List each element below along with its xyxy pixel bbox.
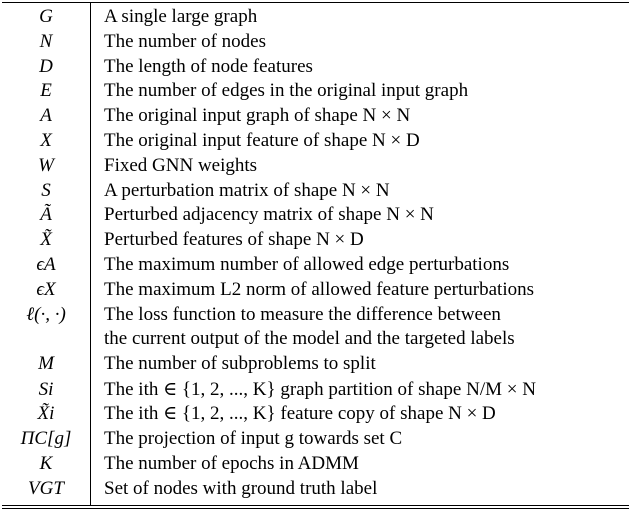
table-row bbox=[2, 30, 629, 55]
table-row bbox=[2, 5, 629, 30]
description-cell: the current output of the model and the targeted labels bbox=[104, 328, 515, 350]
symbol-cell: VGT bbox=[28, 477, 64, 499]
table-row bbox=[2, 55, 629, 80]
symbol-cell: M bbox=[38, 353, 54, 375]
description-cell: The original input feature of shape N × D bbox=[104, 129, 420, 151]
symbol-cell: E bbox=[40, 80, 52, 102]
description-cell: A perturbation matrix of shape N × N bbox=[104, 179, 390, 201]
symbol-cell bbox=[2, 327, 90, 352]
table-row bbox=[2, 228, 629, 253]
symbol-cell: Si bbox=[38, 378, 54, 400]
symbol-cell: ϵA bbox=[36, 253, 56, 275]
description-cell: The number of epochs in ADMM bbox=[104, 453, 359, 475]
table-row bbox=[2, 278, 629, 303]
table-row bbox=[2, 154, 629, 179]
table-row bbox=[2, 129, 629, 154]
symbol-cell: ℓ(·, ·) bbox=[26, 303, 66, 325]
description-cell: The projection of input g towards set C bbox=[104, 428, 403, 450]
symbol-cell: Ã bbox=[40, 204, 52, 226]
description-cell: The maximum L2 norm of allowed feature perturbations bbox=[104, 278, 535, 300]
table-row bbox=[2, 179, 629, 204]
symbol-cell: W bbox=[38, 154, 54, 176]
table-row bbox=[2, 402, 629, 427]
symbol-cell: N bbox=[39, 30, 53, 52]
table-body bbox=[2, 3, 629, 505]
table-row bbox=[2, 327, 629, 352]
description-cell: The ith ∈ {1, 2, ..., K} feature copy of shape N × D bbox=[104, 403, 496, 425]
column-divider bbox=[90, 3, 91, 505]
table-row bbox=[2, 79, 629, 104]
symbol-cell: D bbox=[39, 55, 53, 77]
description-cell: Perturbed adjacency matrix of shape N × N bbox=[104, 204, 434, 226]
table-row bbox=[2, 427, 629, 452]
description-cell: The number of nodes bbox=[104, 30, 266, 52]
table-row bbox=[2, 352, 629, 377]
bottom-rule-2 bbox=[2, 508, 629, 509]
table-row bbox=[2, 377, 629, 403]
description-cell: The number of subproblems to split bbox=[104, 353, 376, 375]
description-cell: A single large graph bbox=[104, 6, 258, 27]
table-row bbox=[2, 477, 629, 502]
symbol-cell: K bbox=[39, 453, 53, 475]
symbol-cell: X̃ bbox=[40, 229, 52, 251]
description-cell: The loss function to measure the difference between bbox=[104, 303, 501, 325]
table-row bbox=[2, 303, 629, 328]
description-cell: Set of nodes with ground truth label bbox=[104, 477, 378, 499]
description-cell: Perturbed features of shape N × D bbox=[104, 229, 364, 251]
symbol-cell: ϵX bbox=[36, 278, 56, 300]
symbol-cell: X̃i bbox=[37, 403, 55, 425]
table-row bbox=[2, 452, 629, 477]
description-cell: The ith ∈ {1, 2, ..., K} graph partition of shape N/M × N bbox=[104, 378, 536, 400]
symbol-cell: ΠC[g] bbox=[20, 428, 72, 450]
table-row bbox=[2, 104, 629, 129]
description-cell: The number of edges in the original input graph bbox=[104, 80, 469, 102]
table-row bbox=[2, 253, 629, 278]
description-cell: The original input graph of shape N × N bbox=[104, 105, 411, 127]
symbol-cell: S bbox=[41, 179, 51, 201]
description-cell: Fixed GNN weights bbox=[104, 154, 258, 176]
description-cell: The maximum number of allowed edge perturbations bbox=[104, 253, 510, 275]
symbol-cell: G bbox=[39, 6, 53, 27]
description-cell: The length of node features bbox=[104, 55, 313, 77]
table-row bbox=[2, 203, 629, 228]
notation-table bbox=[2, 2, 629, 509]
symbol-cell: A bbox=[40, 105, 52, 127]
symbol-cell: X bbox=[40, 129, 52, 151]
